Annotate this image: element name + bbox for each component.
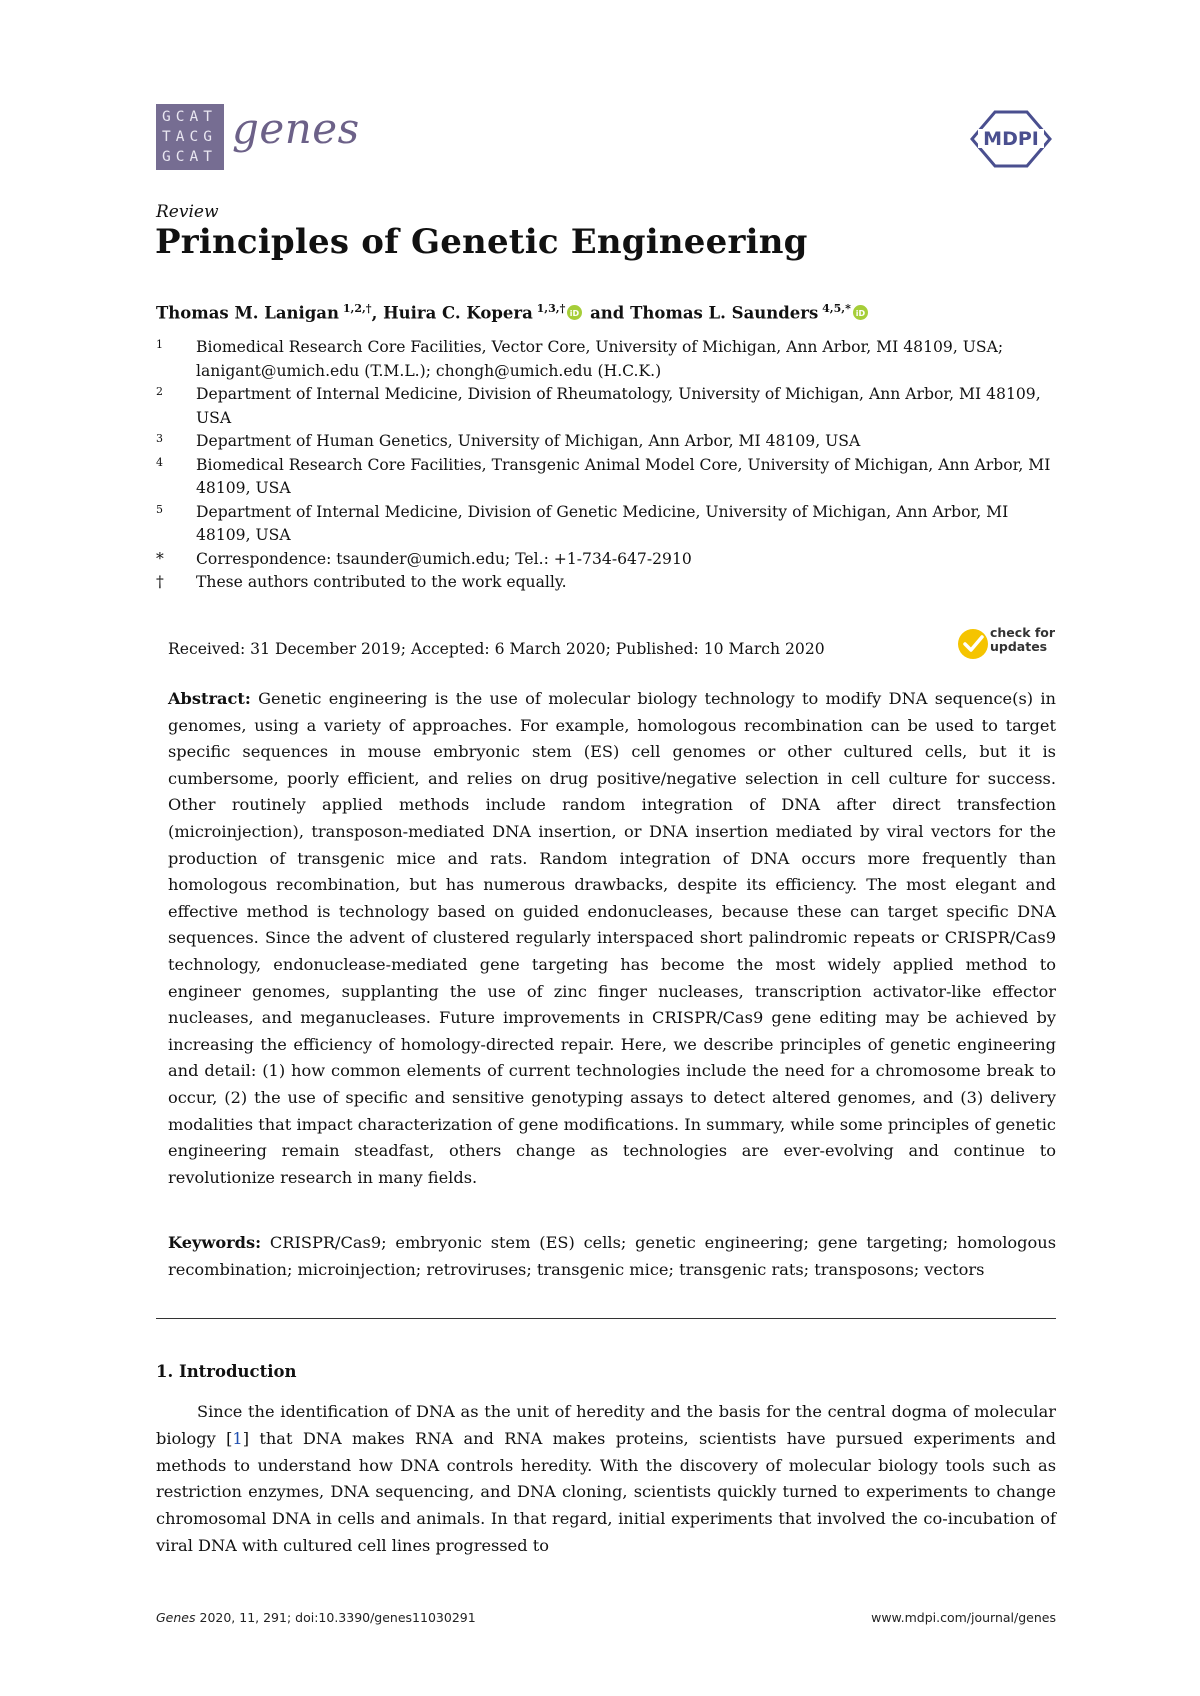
check-updates-text[interactable]: check for updates <box>990 625 1056 654</box>
affiliation-item: 1 Biomedical Research Core Facilities, Vector Core, University of Michigan, Ann Arbor, MI 48109, USA; lanigant@umich.edu (T.M.L.); chongh@umich.edu (H.C.K.) <box>156 338 1004 380</box>
correspondence-item: * Correspondence: tsaunder@umich.edu; Tel.: +1-734-647-2910 <box>156 549 692 568</box>
logo-line: GCAT <box>162 149 217 165</box>
mdpi-logo <box>968 108 1054 170</box>
svg-text:iD: iD <box>570 308 580 318</box>
abstract-text: Genetic engineering is the use of molecular biology technology to modify DNA sequence(s) in genomes, using a variety of approaches. For example, homologous recombination can be used to target specific sequences in mouse embryonic stem (ES) cell genomes or other cultured cells, but it is cumbersome, poorly efficient, and relies on drug positive/negative selection in cell culture for success. Other routinely applied methods include random integration of DNA after direct transfection (microinjection), transposon-mediated DNA insertion, or DNA insertion mediated by viral vectors for the production of transgenic mice and rats. Random integration of DNA occurs more frequently than homologous recombination, but has numerous drawbacks, despite its efficiency. The most elegant and effective method is technology based on guided endonucleases, because these can target specific DNA sequences. Since the advent of clustered regularly interspaced short palindromic repeats or CRISPR/Cas9 technology, endonuclease-mediated gene targeting has become the most widely applied method to engineer genomes, supplanting the use of zinc finger nucleases, transcription activator-like effector nucleases, and meganucleases. Future improvements in CRISPR/Cas9 gene editing may be achieved by increasing the efficiency of homology-directed repair. Here, we describe principles of genetic engineering and detail: (1) how common elements of current technologies include the need for a chromosome break to occur, (2) the use of specific and sensitive genotyping assays to detect altered genomes, and (3) delivery modalities that impact characterization of gene modifications. In summary, while some principles of genetic engineering remain steadfast, others change as technologies are ever-evolving and continue to revolutionize research in many fields. <box>168 689 1056 1187</box>
publication-dates: Received: 31 December 2019; Accepted: 6 March 2020; Published: 10 March 2020 <box>168 640 825 658</box>
introduction-paragraph: Since the identification of DNA as the unit of heredity and the basis for the central dogma of molecular biology [1] that DNA makes RNA and RNA makes proteins, scientists have pursued experiments and methods to understand how DNA controls heredity. With the discovery of molecular biology tools such as restriction enzymes, DNA sequencing, and DNA cloning, scientists quickly turned to experiments to change chromosomal DNA in cells and animals. In that regard, initial experiments that involved the co-incubation of viral DNA with cultured cell lines progressed to <box>156 1402 1056 1555</box>
abstract-label: Abstract: <box>168 689 251 708</box>
affiliation-item: 4 Biomedical Research Core Facilities, Transgenic Animal Model Core, University of Michigan, Ann Arbor, MI 48109, USA <box>156 455 1051 497</box>
keywords-label: Keywords: <box>168 1233 262 1252</box>
abstract <box>168 686 1056 1191</box>
affiliation-list <box>156 336 1056 595</box>
keywords-text: CRISPR/Cas9; embryonic stem (ES) cells; genetic engineering; gene targeting; homologous recombination; microinjection; retroviruses; transgenic mice; transgenic rats; transposons; vectors <box>168 1233 1056 1279</box>
affiliation-item: 3 Department of Human Genetics, University of Michigan, Ann Arbor, MI 48109, USA <box>156 432 861 450</box>
orcid-icon[interactable] <box>567 305 582 320</box>
footer-url[interactable]: www.mdpi.com/journal/genes <box>871 1610 1056 1625</box>
logo-line: TACG <box>162 129 217 145</box>
affiliation-item: 2 Department of Internal Medicine, Division of Rheumatology, University of Michigan, Ann Arbor, MI 48109, USA <box>156 385 1041 427</box>
section-heading: 1. Introduction <box>156 1362 297 1381</box>
journal-logo <box>156 104 224 170</box>
logo-line: GCAT <box>162 109 217 125</box>
section-divider <box>156 1318 1056 1319</box>
equal-contribution-note: † These authors contributed to the work equally. <box>156 573 567 591</box>
orcid-icon[interactable] <box>853 305 868 320</box>
publisher-name: MDPI <box>983 128 1039 150</box>
svg-text:iD: iD <box>855 308 866 318</box>
author-affil-marks: 1,3,† <box>536 302 566 315</box>
article-title: Principles of Genetic Engineering <box>155 222 808 262</box>
article-type: Review <box>156 202 219 222</box>
author-name: Thomas L. Saunders <box>630 303 819 323</box>
author-list: Thomas M. Lanigan $^{1,2,\dagger}$, Huira C. Kopera $^{1,3,\dagger}$ iD and Thomas L. Saunders $^{4,5,*}$ iD <box>156 302 870 323</box>
author-affil-marks: 4,5,* <box>822 302 851 315</box>
citation-link[interactable]: 1 <box>232 1428 243 1448</box>
keywords <box>168 1230 1056 1283</box>
author-name: Thomas M. Lanigan <box>156 303 339 323</box>
check-icon <box>958 629 988 659</box>
footer-citation: Genes 2020, 11, 291; doi:10.3390/genes11030291 <box>156 1610 476 1625</box>
author-affil-marks: 1,2,† <box>342 302 372 315</box>
affiliation-item: 5 Department of Internal Medicine, Division of Genetic Medicine, University of Michigan, Ann Arbor, MI 48109, USA <box>156 502 1009 544</box>
author-name: Huira C. Kopera <box>383 303 533 323</box>
journal-name: genes <box>232 104 360 153</box>
